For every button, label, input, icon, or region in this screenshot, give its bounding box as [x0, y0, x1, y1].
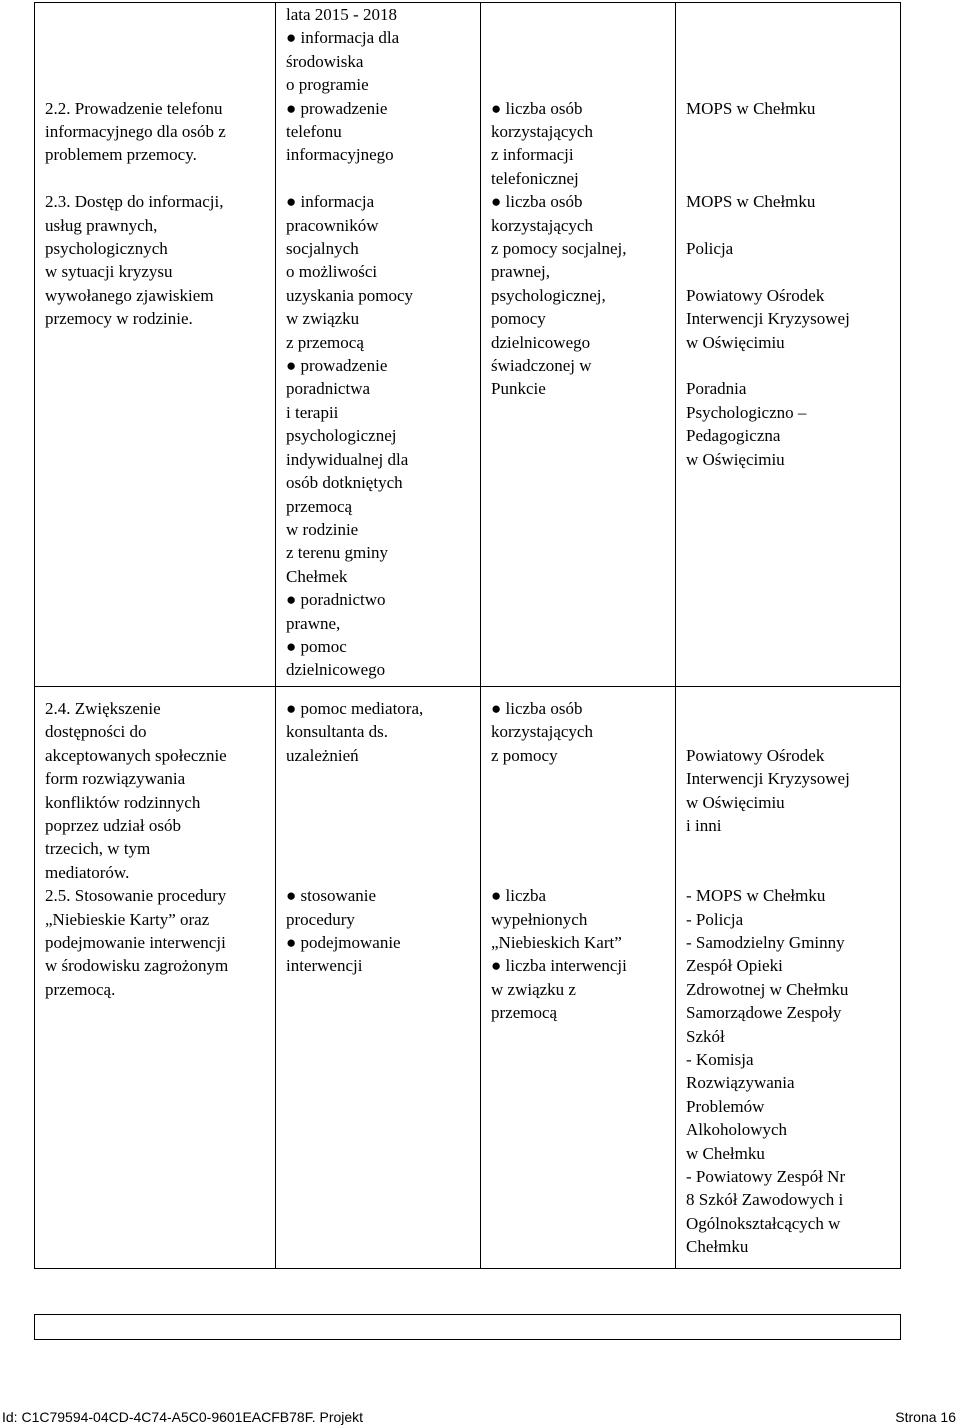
cell-line: procedury	[286, 909, 355, 929]
cell-line: interwencji	[286, 956, 363, 976]
cell-line: konsultanta ds.	[286, 722, 388, 742]
cell-line: uzyskania pomocy	[286, 285, 413, 305]
cell-line: ● liczba osób	[491, 699, 583, 718]
cell-line: lata 2015 - 2018	[286, 5, 397, 24]
cell-line: - Komisja	[686, 1050, 754, 1070]
cell-line: wywołanego zjawiskiem	[45, 285, 214, 305]
cell-line: osób dotkniętych	[286, 473, 403, 493]
cell-line: w sytuacji kryzysu	[45, 262, 173, 282]
empty-table-row	[34, 1314, 901, 1340]
cell-line: i inni	[686, 816, 722, 835]
cell-line: w związku	[286, 309, 360, 329]
cell-line: dzielnicowego	[491, 332, 591, 352]
cell-line: ● poradnictwo	[286, 590, 386, 610]
table-row	[35, 3, 901, 687]
cell-line: poradnictwa	[286, 379, 371, 399]
cell-line: środowiska	[286, 51, 364, 71]
cell-line: Zdrowotnej w Chełmku	[686, 979, 849, 999]
cell-line: przemocą.	[45, 979, 116, 999]
cell-line: ● prowadzenie	[286, 356, 388, 376]
cell-line: Problemów	[686, 1096, 765, 1116]
cell-line: 2.3. Dostęp do informacji,	[45, 192, 224, 212]
cell-line: z przemocą	[286, 332, 364, 352]
cell-line: w Oświęcimiu	[686, 332, 785, 352]
cell-line: w rodzinie	[286, 519, 359, 539]
cell-line: informacyjnego	[286, 145, 394, 165]
cell-line: korzystających	[491, 722, 593, 742]
cell-line: ● liczba osób	[491, 98, 583, 118]
cell-line: w związku z	[491, 979, 576, 999]
responsible-cell	[676, 687, 901, 1269]
table-row	[35, 687, 901, 1269]
cell-line: psychologicznej	[286, 426, 397, 446]
indicators-cell	[481, 3, 676, 687]
cell-line: problemem przemocy.	[45, 145, 197, 165]
cell-line: ● informacja dla	[286, 28, 400, 48]
cell-line: Zespół Opieki	[686, 956, 783, 976]
cell-line: Ogólnokształcących w	[686, 1213, 841, 1233]
cell-line: wypełnionych	[491, 909, 588, 929]
actions-cell	[276, 3, 481, 687]
document-id: Id: C1C79594-04CD-4C74-A5C0-9601EACFB78F. Projekt	[2, 1409, 364, 1425]
cell-line: z pomocy	[491, 745, 558, 765]
cell-line: Rozwiązywania	[686, 1073, 795, 1093]
responsible-cell	[676, 3, 901, 687]
cell-line: telefonicznej	[491, 168, 579, 188]
cell-line: Pedagogiczna	[686, 426, 781, 446]
cell-line: 2.5. Stosowanie procedury	[45, 886, 227, 906]
cell-line: mediatorów.	[45, 862, 130, 882]
cell-line: informacyjnego dla osób z	[45, 121, 226, 141]
cell-line: pomocy	[491, 309, 546, 329]
cell-line: - MOPS w Chełmku	[686, 886, 826, 906]
cell-line: Alkoholowych	[686, 1120, 788, 1140]
cell-line: Policja	[686, 238, 734, 258]
cell-line: prawne,	[286, 613, 341, 633]
cell-line: Punkcie	[491, 379, 546, 399]
cell-line: MOPS w Chełmku	[686, 192, 816, 212]
cell-line: - Policja	[686, 909, 744, 929]
cell-line: konfliktów rodzinnych	[45, 792, 201, 812]
cell-line: ● podejmowanie	[286, 932, 401, 952]
cell-line: 2.2. Prowadzenie telefonu	[45, 98, 223, 118]
cell-line: form rozwiązywania	[45, 769, 186, 789]
cell-line: „Niebieskie Karty” oraz	[45, 909, 210, 929]
cell-line: Interwencji Kryzysowej	[686, 309, 850, 329]
cell-line: w Chełmku	[686, 1143, 765, 1163]
cell-line: ● pomoc	[286, 636, 347, 656]
cell-line: przemocą	[491, 1003, 558, 1023]
cell-line: z pomocy socjalnej,	[491, 239, 627, 258]
goals-cell	[35, 687, 276, 1269]
cell-line: pracowników	[286, 215, 379, 235]
cell-line: Samorządowe Zespoły	[686, 1003, 842, 1023]
cell-line: ● informacja	[286, 192, 375, 212]
cell-line: w Oświęcimiu	[686, 449, 785, 469]
cell-line: ● prowadzenie	[286, 98, 388, 118]
cell-line: z informacji	[491, 145, 574, 165]
cell-line: o możliwości	[286, 262, 378, 282]
cell-line: usług prawnych,	[45, 215, 158, 235]
cell-line: Powiatowy Ośrodek	[686, 745, 825, 765]
actions-cell	[276, 687, 481, 1269]
cell-line: Poradnia	[686, 379, 747, 399]
cell-line: z terenu gminy	[286, 543, 388, 563]
cell-line: ● pomoc mediatora,	[286, 699, 424, 718]
cell-line: ● liczba osób	[491, 192, 583, 212]
cell-line: Powiatowy Ośrodek	[686, 285, 825, 305]
cell-line: 2.4. Zwiększenie	[45, 699, 161, 718]
cell-line: dzielnicowego	[286, 660, 386, 680]
cell-line: akceptowanych społecznie	[45, 745, 227, 765]
cell-line: poprzez udział osób	[45, 816, 181, 836]
cell-line: w Oświęcimiu	[686, 792, 785, 812]
cell-line: i terapii	[286, 402, 339, 422]
cell-line: korzystających	[491, 215, 593, 235]
cell-line: przemocy w rodzinie.	[45, 309, 193, 329]
cell-line: indywidualnej dla	[286, 449, 409, 469]
cell-line: przemocą	[286, 496, 353, 516]
cell-line: telefonu	[286, 122, 342, 142]
cell-line: 8 Szkół Zawodowych i	[686, 1190, 844, 1210]
cell-line: Psychologiczno –	[686, 402, 807, 422]
cell-line: „Niebieskich Kart”	[491, 932, 622, 952]
cell-line: o programie	[286, 75, 369, 95]
cell-line: Interwencji Kryzysowej	[686, 769, 850, 789]
cell-line: MOPS w Chełmku	[686, 98, 816, 118]
cell-line: psychologicznej,	[491, 285, 606, 305]
cell-line: prawnej,	[491, 262, 551, 282]
cell-line: ● stosowanie	[286, 886, 377, 906]
cell-line: korzystających	[491, 121, 593, 141]
goals-cell	[35, 3, 276, 687]
indicators-cell	[481, 687, 676, 1269]
cell-line: podejmowanie interwencji	[45, 933, 226, 953]
cell-line: trzecich, w tym	[45, 839, 151, 859]
cell-line: - Samodzielny Gminny	[686, 933, 845, 952]
cell-line: Chełmek	[286, 566, 348, 586]
program-table	[34, 2, 901, 1269]
cell-line: psychologicznych	[45, 238, 168, 258]
cell-line: ● liczba	[491, 886, 547, 906]
cell-line: świadczonej w	[491, 356, 592, 376]
cell-line: w środowisku zagrożonym	[45, 956, 229, 976]
cell-line: dostępności do	[45, 722, 147, 742]
cell-line: - Powiatowy Zespół Nr	[686, 1167, 846, 1187]
page-number: Strona 16	[895, 1409, 956, 1425]
cell-line: Szkół	[686, 1026, 725, 1046]
cell-line: Chełmku	[686, 1237, 749, 1257]
cell-line: ● liczba interwencji	[491, 956, 627, 976]
cell-line: uzależnień	[286, 745, 359, 765]
cell-line: socjalnych	[286, 239, 359, 259]
